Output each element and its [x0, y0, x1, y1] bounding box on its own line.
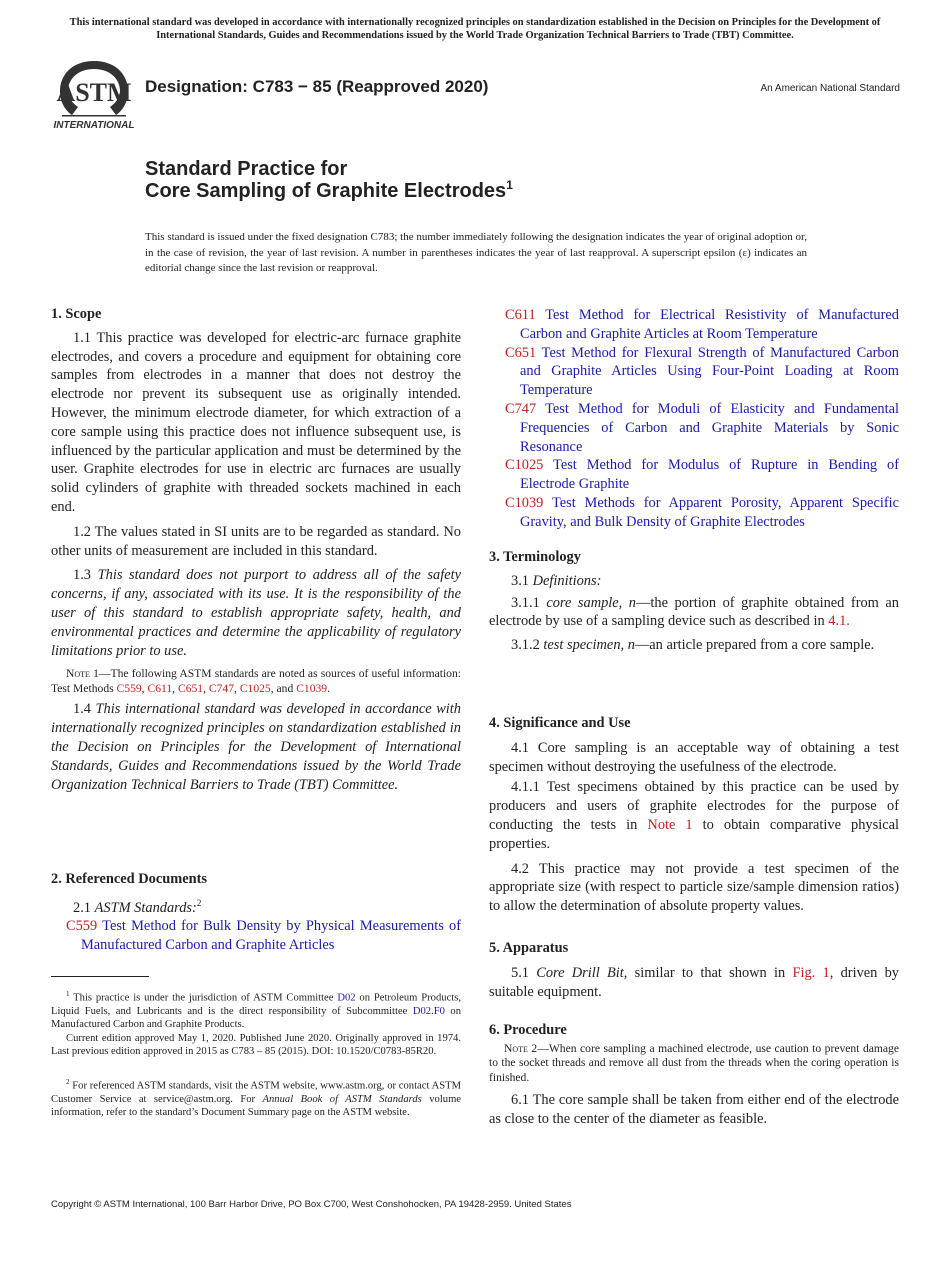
ref-item-c611[interactable]: C611 Test Method for Electrical Resistivity of Manufactured Carbon and Graphite Articles at Room Temperature	[505, 307, 900, 342]
ref-item-c1039[interactable]: C1039 Test Methods for Apparent Porosity, Apparent Specific Gravity, and Bulk Density of Graphite Electrodes	[505, 494, 900, 530]
link-d02-f0[interactable]: D02.F0	[412, 1005, 445, 1017]
section-terminology	[489, 548, 899, 655]
logo-subtext: INTERNATIONAL	[53, 120, 135, 131]
link-c747[interactable]: C747	[208, 681, 235, 695]
link-c1039[interactable]: C1039	[296, 681, 328, 695]
copyright-footer: Copyright © ASTM International, 100 Barr Harbor Drive, PO Box C700, West Conshohocken, PA 19428-2959. United States	[51, 1199, 572, 1210]
footnote-2: $^2$ For referenced ASTM standards, visit the ASTM website, www.astm.org, or contact ASTM Customer Service at service@astm.org. For Annual Book of ASTM Standards volume information, refer to the standard’s Document Summary page on the ASTM website.	[51, 1078, 462, 1119]
para-1-3: 1.3 This standard does not purport to address all of the safety concerns, if any, associated with its use. It is the responsibility of the user of this standard to establish appropriate safety, health, and environmental practices and determine the applicability of regulatory limitations prior to use.	[51, 567, 461, 659]
section-scope	[51, 305, 461, 794]
terminology-heading: 3. Terminology	[489, 549, 581, 565]
astm-logo-icon	[52, 57, 136, 133]
link-c1025[interactable]: C1025	[239, 681, 271, 695]
title-footnote-mark: 1	[506, 178, 513, 192]
national-standard-label: An American National Standard	[760, 83, 900, 94]
para-1-1: 1.1 This practice was developed for electric-arc furnace graphite electrodes, and covers a procedure and equipment for obtaining core samples from electrodes in a manner that does not destroy the electrode nor prevent its subsequent use as originally intended. However, the minimum electrode diameter, for which extraction of a core sample using this practice does not influence subsequent use, is influenced by the particular application and must be determined by the user. Graphite electrodes for use in electric arc furnaces are usually solid cylinders of graphite with threaded sockets machined in each end.	[51, 329, 461, 515]
link-fig-1[interactable]: Fig. 1	[792, 964, 830, 981]
ref-item-c747[interactable]: C747 Test Method for Moduli of Elasticity and Fundamental Frequencies of Carbon and Graphite Materials by Sonic Resonance	[505, 400, 899, 455]
para-2-1: 2.1 ASTM Standards:$^2$	[73, 897, 202, 916]
link-note-1[interactable]: Note 1	[647, 816, 693, 833]
title-text: Core Sampling of Graphite Electrodes	[145, 180, 507, 202]
page-title	[145, 180, 513, 203]
logo-text: ASTM	[56, 78, 132, 107]
apparatus-heading: 5. Apparatus	[489, 940, 569, 956]
section-referenced-documents	[51, 870, 461, 955]
footnote-divider	[51, 976, 149, 977]
link-c651[interactable]: C651	[177, 681, 204, 695]
refdocs-continued	[489, 306, 899, 532]
para-3-1-2: 3.1.2 test specimen, n—an article prepared from a core sample.	[511, 637, 875, 654]
link-d02[interactable]: D02	[337, 992, 356, 1004]
significance-heading: 4. Significance and Use	[489, 715, 631, 731]
scope-heading: 1. Scope	[51, 306, 102, 322]
section-procedure	[489, 1021, 899, 1129]
link-c559[interactable]: C559	[116, 681, 142, 695]
para-4-1-1: 4.1.1 Test specimens obtained by this practice can be used by producers and users of graphite electrodes for the purpose of conducting the tests in Note 1 to obtain comparative physical properties.	[489, 779, 899, 852]
procedure-heading: 6. Procedure	[489, 1022, 567, 1038]
para-3-1-1: 3.1.1 core sample, n—the portion of graphite obtained from an electrode by use of a sampling device such as described in 4.1.	[489, 594, 899, 630]
para-3-1: 3.1 Definitions:	[511, 572, 602, 589]
refdocs-heading: 2. Referenced Documents	[51, 871, 207, 887]
tbt-banner: This international standard was developed in accordance with internationally recognized principles on standardization established in the Decision on Principles for the Development of International Standards, Guides and Recommendations issued by the World Trade Organization Technical Barriers to Trade (TBT) Committee.	[69, 17, 881, 41]
link-c611[interactable]: C611	[147, 681, 173, 695]
designation: Designation: C783 − 85 (Reapproved 2020)	[145, 77, 489, 96]
footnote-1-edition: Current edition approved May 1, 2020. Published June 2020. Originally approved in 1974. Last previous edition approved in 2015 as C783 – 85 (2015). DOI: 10.1520/C0783-85R20.	[51, 1033, 461, 1058]
issuance-note: This standard is issued under the fixed designation C783; the number immediately following the designation indicates the year of original adoption or, in the case of revision, the year of last revision. A number in parentheses indicates the year of last reapproval. A superscript epsilon (ε) indicates an editorial change since the last revision or reapproval.	[145, 231, 807, 274]
footnote-1: $^1$ This practice is under the jurisdiction of ASTM Committee D02 on Petroleum Products, Liquid Fuels, and Lubricants and is the direct responsibility of Subcommittee D02.F0 on Manufactured Carbon and Graphite Products.	[51, 990, 461, 1031]
ref-item-c651[interactable]: C651 Test Method for Flexural Strength of Manufactured Carbon and Graphite Articles Using Four-Point Loading at Room Temperature	[505, 344, 899, 399]
section-apparatus	[489, 939, 899, 1001]
para-5-1: 5.1 Core Drill Bit, similar to that shown in Fig. 1, driven by suitable equipment.	[489, 964, 899, 1000]
link-4-1[interactable]: 4.1.	[828, 613, 850, 630]
para-6-1: 6.1 The core sample shall be taken from either end of the electrode as close to the center of the diameter as feasible.	[489, 1092, 899, 1128]
section-significance	[489, 714, 899, 916]
note-2: Note 2—When core sampling a machined electrode, use caution to prevent damage to the socket threads and remove all dust from the threads when the coring operation is finished.	[489, 1041, 899, 1084]
para-1-4: 1.4 This international standard was developed in accordance with internationally recognized principles on standardization established in the Decision on Principles for the Development of International Standards, Guides and Recommendations issued by the World Trade Organization Technical Barriers to Trade (TBT) Committee.	[51, 701, 461, 793]
ref-item-c559[interactable]: C559 Test Method for Bulk Density by Physical Measurements of Manufactured Carbon and Graphite Articles	[66, 918, 462, 954]
note-1: Note 1—The following ASTM standards are noted as sources of useful information: Test Methods C559, C611, C651, C747, C1025, and C1039.	[51, 667, 461, 695]
para-4-2: 4.2 This practice may not provide a test specimen of the appropriate size (with respect to particle size/sample dimension ratios) to allow the determination of absolute property values.	[489, 860, 899, 915]
ref-item-c1025[interactable]: C1025 Test Method for Modulus of Rupture in Bending of Electrode Graphite	[505, 457, 899, 493]
title-line-1: Standard Practice for	[145, 158, 348, 180]
para-4-1: 4.1 Core sampling is an acceptable way of obtaining a test specimen without destroying the usefulness of the electrode.	[489, 739, 899, 775]
para-1-2: 1.2 The values stated in SI units are to be regarded as standard. No other units of measurement are included in this standard.	[51, 523, 461, 559]
